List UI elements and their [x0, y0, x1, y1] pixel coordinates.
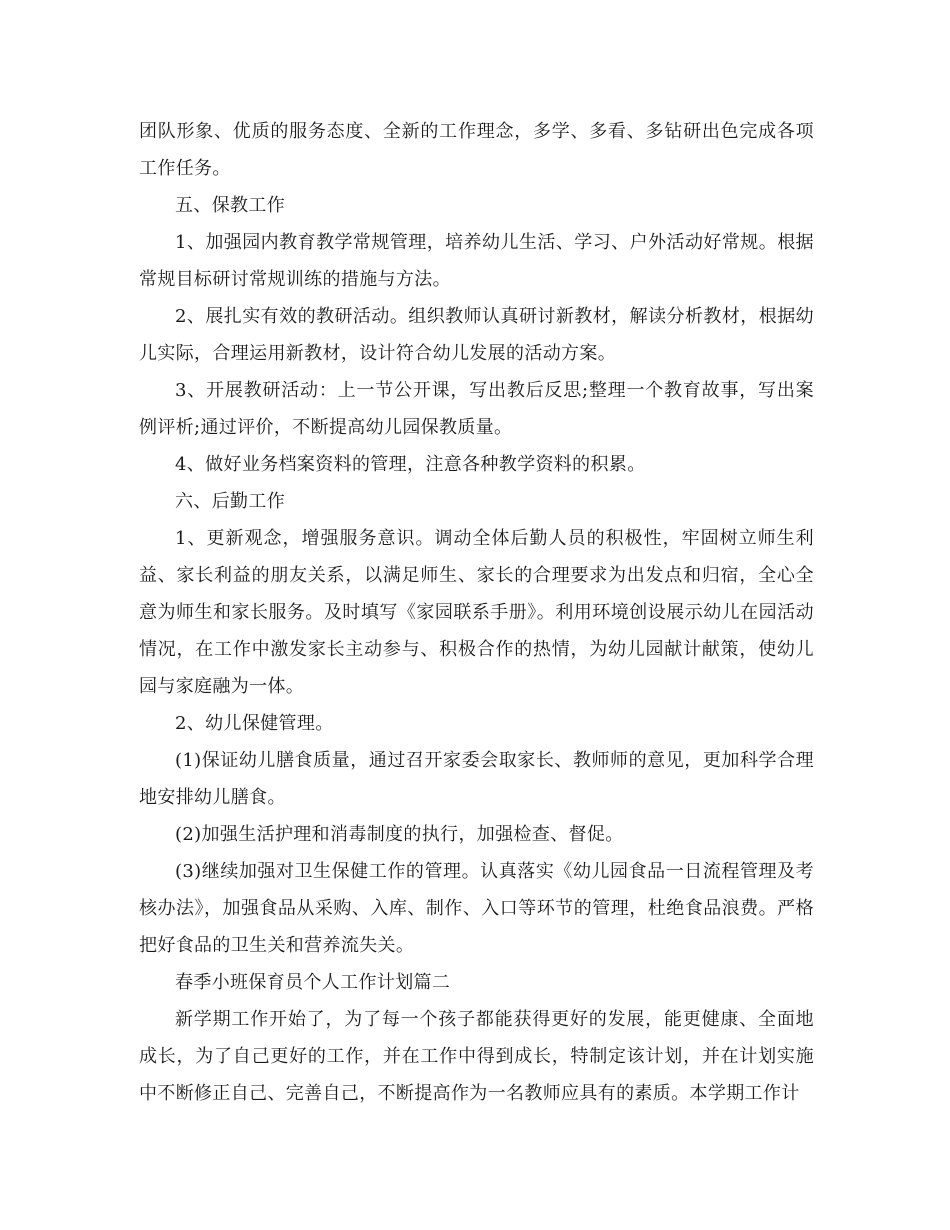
paragraph: (3)继续加强对卫生保健工作的管理。认真落实《幼儿园食品一日流程管理及考核办法》，加强食品从采购、入库、制作、入口等环节的管理，杜绝食品浪费。严格把好食品的卫生关和营养流失关。: [139, 861, 814, 956]
paragraph: 3、开展教研活动：上一节公开课，写出教后反思;整理一个教育故事，写出案例评析;通过评价，不断提高幼儿园保教质量。: [139, 380, 814, 438]
document-body: [139, 113, 814, 1112]
paragraph-continuation: 团队形象、优质的服务态度、全新的工作理念，多学、多看、多钻研出色完成各项工作任务。: [139, 121, 814, 179]
article-title: 春季小班保育员个人工作计划篇二: [175, 972, 451, 993]
paragraph: 1、加强园内教育教学常规管理，培养幼儿生活、学习、户外活动好常规。根据常规目标研讨常规训练的措施与方法。: [139, 232, 814, 290]
paragraph: 2、幼儿保健管理。: [175, 713, 334, 734]
paragraph: 新学期工作开始了，为了每一个孩子都能获得更好的发展，能更健康、全面地成长，为了自己更好的工作，并在工作中得到成长，特制定该计划，并在计划实施中不断修正自己、完善自己，不断提高作为一名教师应具有的素质。本学期工作计: [139, 1009, 814, 1104]
paragraph: 1、更新观念，增强服务意识。调动全体后勤人员的积极性，牢固树立师生利益、家长利益的朋友关系，以满足师生、家长的合理要求为出发点和归宿，全心全意为师生和家长服务。及时填写《家园联系手册》。利用环境创设展示幼儿在园活动情况，在工作中激发家长主动参与、积极合作的热情，为幼儿园献计献策，使幼儿园与家庭融为一体。: [139, 528, 814, 697]
section-heading-five: 五、保教工作: [175, 195, 286, 216]
paragraph: 2、展扎实有效的教研活动。组织教师认真研讨新教材，解读分析教材，根据幼儿实际，合理运用新教材，设计符合幼儿发展的活动方案。: [139, 306, 814, 364]
paragraph: 4、做好业务档案资料的管理，注意各种教学资料的积累。: [175, 454, 646, 475]
paragraph: (1)保证幼儿膳食质量，通过召开家委会取家长、教师师的意见，更加科学合理地安排幼儿膳食。: [139, 750, 814, 808]
section-heading-six: 六、后勤工作: [175, 491, 286, 512]
paragraph: (2)加强生活护理和消毒制度的执行，加强检查、督促。: [175, 824, 624, 845]
